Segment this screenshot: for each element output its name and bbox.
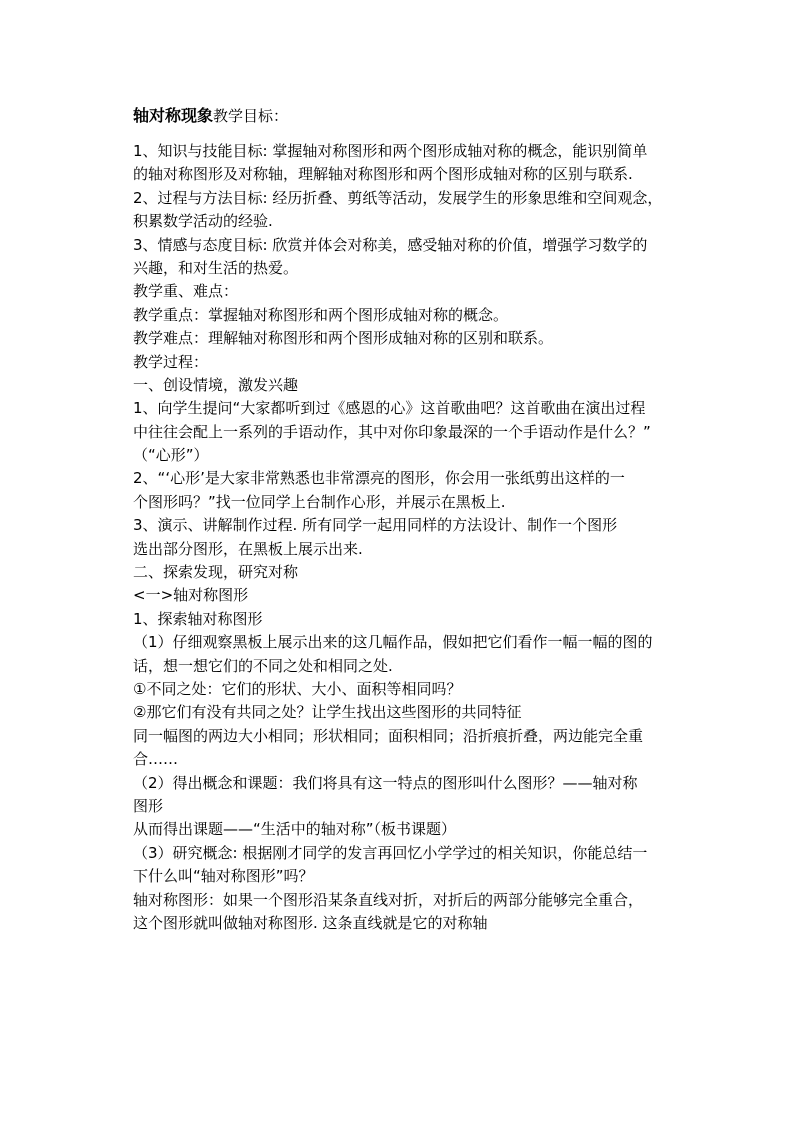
text-line: 二、探索发现，研究对称 [133,563,299,582]
text-line: 教学重点：掌握轴对称图形和两个图形成轴对称的概念。 [133,305,509,324]
text-line: 同一幅图的两边大小相同；形状相同；面积相同；沿折痕折叠，两边能完全重 [133,726,644,745]
text-line: 1、知识与技能目标: 掌握轴对称图形和两个图形成轴对称的概念，能识别简单 [133,142,648,160]
document-title [133,103,678,133]
title-subtitle: 教学目标： [213,107,289,125]
text-line: <一>轴对称图形 [133,586,249,605]
text-line: 教学重、难点： [133,282,239,301]
text-line: 中往往会配上一系列的手语动作，其中对你印象最深的一个手语动作是什么？” [133,422,651,441]
text-line: ②那它们有没有共同之处？让学生找出这些图形的共同特征 [133,703,522,722]
text-line: 2、“‘心形’是大家非常熟悉也非常漂亮的图形，你会用一张纸剪出这样的一 [133,469,625,488]
text-line: 下什么叫“轴对称图形”吗？ [133,867,314,886]
text-line: 1、探索轴对称图形 [133,609,263,628]
text-line: 话，想一想它们的不同之处和相同之处. [133,656,393,675]
text-line: （“心形”） [133,446,209,465]
text-line: 兴趣，和对生活的热爱。 [133,258,299,277]
text-line: 选出部分图形，在黑板上展示出来. [133,539,363,558]
text-line: 积累数学活动的经验. [133,212,273,231]
text-line: （1）仔细观察黑板上展示出来的这几幅作品，假如把它们看作一幅一幅的图的 [133,633,653,652]
text-line: 3、演示、讲解制作过程. 所有同学一起用同样的方法设计、制作一个图形 [133,516,618,535]
text-line: 一、创设情境，激发兴趣 [133,375,299,394]
text-line: 教学难点：理解轴对称图形和两个图形成轴对称的区别和联系。 [133,329,554,348]
text-line: 的轴对称图形及对称轴，理解轴对称图形和两个图形成轴对称的区别与联系. [133,165,633,184]
text-line: 3、情感与态度目标: 欣赏并体会对称美，感受轴对称的价值，增强学习数学的 [133,235,648,254]
text-line: 从而得出课题——“生活中的轴对称”（板书课题） [133,820,457,839]
text-line: 2、过程与方法目标: 经历折叠、剪纸等活动，发展学生的形象思维和空间观念， [133,188,663,207]
text-line: （3）研究概念: 根据刚才同学的发言再回忆小学学过的相关知识，你能总结一 [133,843,648,862]
document-body [133,103,678,935]
text-line: 个图形吗？”找一位同学上台制作心形，并展示在黑板上. [133,492,506,511]
text-line: 这个图形就叫做轴对称图形. 这条直线就是它的对称轴 [133,913,488,932]
text-line: ①不同之处：它们的形状、大小、面积等相同吗？ [133,679,462,698]
text-line: 教学过程： [133,352,209,371]
text-line: 合…… [133,750,179,769]
text-line: 图形 [133,796,164,815]
title-bold: 轴对称现象 [133,106,214,125]
text-line: （2）得出概念和课题：我们将具有这一特点的图形叫什么图形？——轴对称 [133,773,638,792]
paragraph-lines [133,140,678,935]
text-line: 轴对称图形：如果一个图形沿某条直线对折，对折后的两部分能够完全重合， [133,890,644,909]
text-line: 1、向学生提问“大家都听到过《感恩的心》这首歌曲吧？这首歌曲在演出过程 [133,399,646,418]
